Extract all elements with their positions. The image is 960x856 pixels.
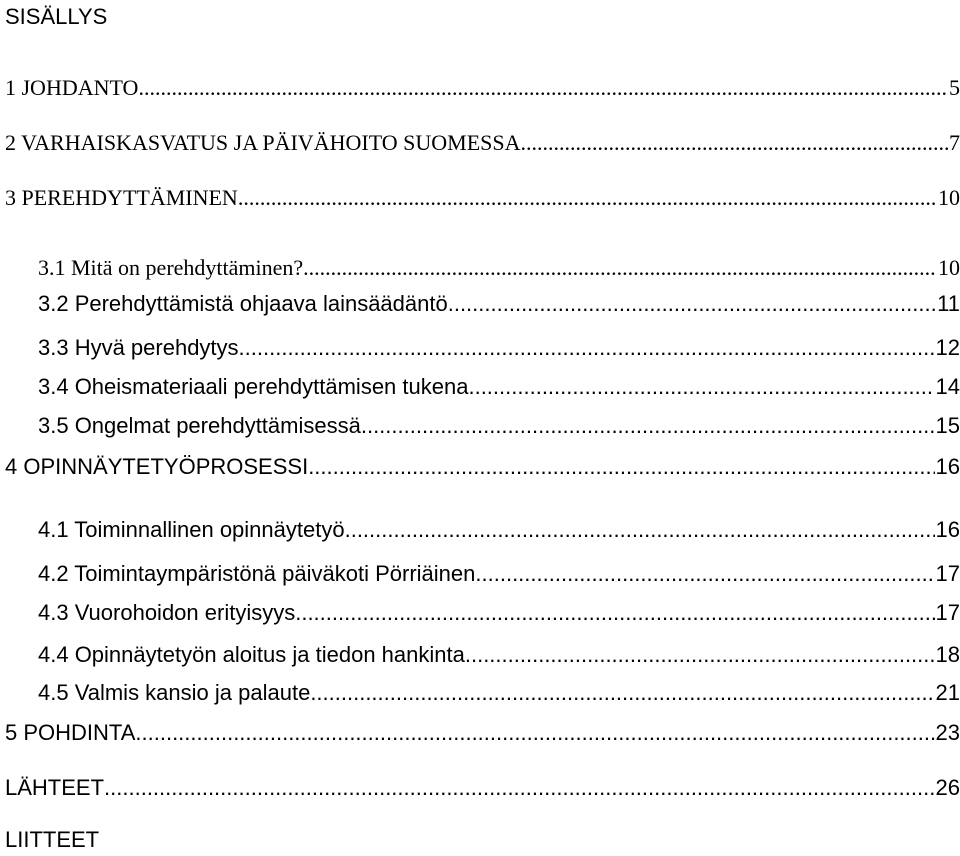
dot-leader	[475, 560, 934, 588]
toc-entry-page: 12	[935, 335, 960, 360]
toc-entry-label: LÄHTEET	[5, 775, 105, 800]
dot-leader	[310, 679, 934, 707]
toc-entry-page: 10	[938, 255, 960, 280]
dot-leader	[521, 129, 949, 157]
toc-entry[interactable]	[5, 453, 960, 481]
toc-entry-label: 5 POHDINTA	[5, 720, 136, 745]
toc-entry[interactable]	[5, 719, 960, 747]
toc-entry[interactable]	[5, 774, 960, 802]
toc-entry-label: 2 VARHAISKASVATUS JA PÄIVÄHOITO SUOMESSA	[5, 130, 521, 155]
dot-leader	[468, 373, 934, 401]
toc-entry[interactable]	[38, 254, 960, 282]
toc-entry[interactable]	[38, 334, 960, 362]
toc-entry-label: 3.2 Perehdyttämistä ohjaava lainsäädäntö	[38, 291, 448, 316]
toc-entry-label: 3.5 Ongelmat perehdyttämisessä	[38, 413, 361, 438]
dot-leader	[448, 290, 936, 318]
toc-entry[interactable]	[5, 129, 960, 157]
toc-entry-page: 7	[949, 130, 960, 155]
toc-entry-page: 18	[935, 642, 960, 667]
toc-entry-page: 16	[935, 454, 960, 479]
toc-entry-page: 23	[935, 720, 960, 745]
toc-entry[interactable]	[5, 826, 99, 854]
toc-entry-page: 17	[935, 600, 960, 625]
dot-leader	[138, 74, 948, 102]
toc-entry[interactable]	[38, 290, 960, 318]
toc-entry-label: LIITTEET	[5, 827, 100, 852]
toc-entry-label: 3.1 Mitä on perehdyttäminen?	[38, 255, 304, 280]
toc-entry-label: 4.4 Opinnäytetyön aloitus ja tiedon hankinta	[38, 642, 465, 667]
toc-entry[interactable]	[38, 641, 960, 669]
toc-entry-label: 3.4 Oheismateriaali perehdyttämisen tukena	[38, 374, 469, 399]
toc-entry[interactable]	[38, 679, 960, 707]
dot-leader	[303, 254, 937, 282]
toc-entry-page: 15	[935, 413, 960, 438]
dot-leader	[238, 184, 937, 212]
toc-entry-label: 4.2 Toimintaympäristönä päiväkoti Pörriäinen	[38, 561, 476, 586]
dot-leader	[308, 453, 934, 481]
toc-entry-page: 11	[937, 291, 960, 316]
toc-entry[interactable]	[38, 412, 960, 440]
toc-entry-page: 5	[949, 75, 960, 100]
dot-leader	[104, 774, 934, 802]
toc-entry-page: 14	[935, 374, 960, 399]
toc-entry[interactable]	[38, 599, 960, 627]
dot-leader	[135, 719, 934, 747]
toc-entry-page: 26	[935, 775, 960, 800]
toc-entry-label: 3.3 Hyvä perehdytys	[38, 335, 239, 360]
toc-entry-page: 17	[935, 561, 960, 586]
dot-leader	[361, 412, 935, 440]
toc-entry-page: 21	[935, 680, 960, 705]
dot-leader	[465, 641, 935, 669]
toc-entry[interactable]	[5, 74, 960, 102]
toc-entry[interactable]	[38, 373, 960, 401]
dot-leader	[345, 516, 935, 544]
toc-heading: SISÄLLYS	[5, 4, 108, 29]
toc-entry-label: 3 PEREHDYTTÄMINEN	[5, 185, 238, 210]
toc-entry-label: 4.3 Vuorohoidon erityisyys	[38, 600, 296, 625]
toc-entry-label: 4.1 Toiminnallinen opinnäytetyö	[38, 517, 345, 542]
toc-entry-label: 4.5 Valmis kansio ja palaute	[38, 680, 311, 705]
toc-entry[interactable]	[38, 516, 960, 544]
toc-entry[interactable]	[5, 184, 960, 212]
toc-entry-label: 4 OPINNÄYTETYÖPROSESSI	[5, 454, 309, 479]
toc-entry[interactable]	[38, 560, 960, 588]
dot-leader	[239, 334, 935, 362]
toc-entry-label: 1 JOHDANTO	[5, 75, 139, 100]
toc-entry-page: 16	[935, 517, 960, 542]
dot-leader	[295, 599, 934, 627]
toc-entry-page: 10	[938, 185, 960, 210]
